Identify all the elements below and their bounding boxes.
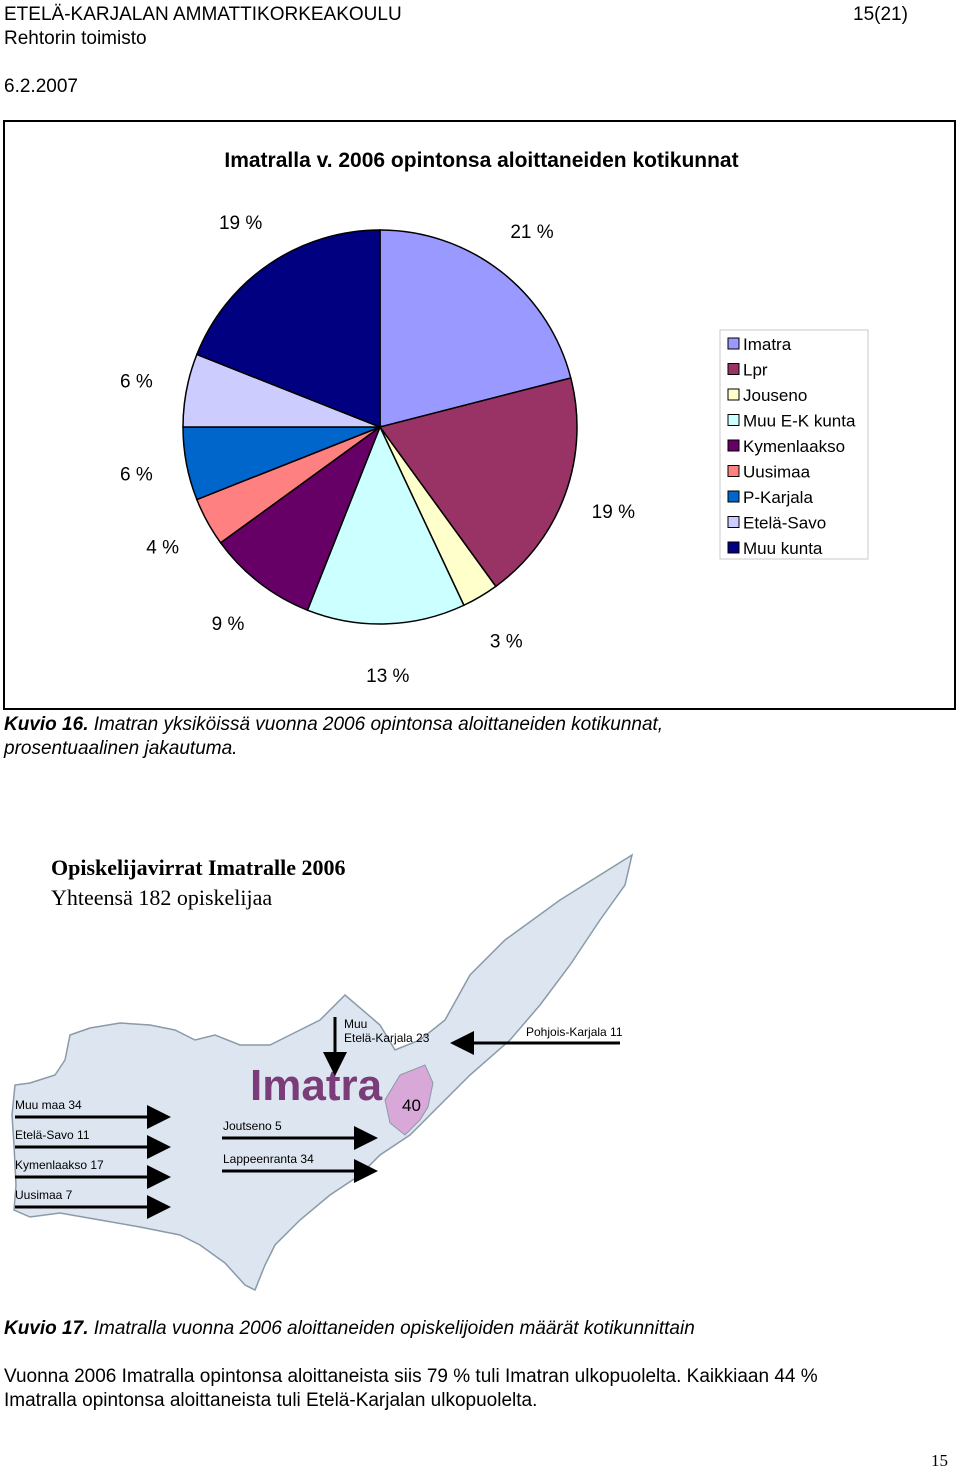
legend-label: Etelä-Savo bbox=[743, 513, 827, 533]
flow-label-lappeenranta: Lappeenranta 34 bbox=[223, 1152, 314, 1166]
legend-swatch bbox=[728, 517, 739, 528]
legend-label: Imatra bbox=[743, 335, 792, 354]
map-subtitle: Yhteensä 182 opiskelijaa bbox=[51, 885, 273, 910]
city-count: 40 bbox=[402, 1096, 421, 1115]
legend-swatch bbox=[728, 338, 739, 349]
legend-swatch bbox=[728, 491, 739, 502]
pie-data-label: 6 % bbox=[120, 464, 153, 486]
legend-label: Uusimaa bbox=[743, 462, 811, 482]
pie-chart bbox=[5, 122, 954, 708]
figure-17-text: Imatralla vuonna 2006 aloittaneiden opiskelijoiden määrät kotikunnittain bbox=[88, 1318, 695, 1339]
legend-label: Muu kunta bbox=[743, 539, 823, 558]
flow-label-pohjois-karjala: Pohjois-Karjala 11 bbox=[526, 1025, 623, 1039]
figure-16-caption bbox=[4, 714, 663, 736]
flow-label-kymenlaakso: Kymenlaakso 17 bbox=[15, 1158, 104, 1172]
page-number: 15 bbox=[931, 1451, 948, 1470]
pie-data-label: 19 % bbox=[218, 212, 263, 234]
figure-16-text-line2: prosentuaalinen jakautuma. bbox=[4, 738, 238, 759]
legend-swatch bbox=[728, 440, 739, 451]
flow-label-joutseno: Joutseno 5 bbox=[223, 1119, 282, 1133]
flow-label-muu-maa: Muu maa 34 bbox=[15, 1098, 82, 1112]
legend-swatch bbox=[728, 466, 739, 477]
legend-label: Kymenlaakso bbox=[743, 437, 846, 456]
pie-data-label: 19 % bbox=[591, 502, 635, 524]
legend-swatch bbox=[728, 364, 739, 375]
figure-16-text: Imatran yksiköissä vuonna 2006 opintonsa aloittaneiden kotikunnat, bbox=[88, 714, 664, 735]
flow-label-muu-ek: Etelä-Karjala 23 bbox=[344, 1031, 430, 1045]
flow-label-muu: Muu bbox=[344, 1017, 368, 1031]
city-name-imatra: Imatra bbox=[250, 1061, 383, 1110]
pie-data-label: 21 % bbox=[510, 222, 554, 244]
chart-title: Imatralla v. 2006 opintonsa aloittaneiden kotikunnat bbox=[224, 149, 739, 172]
pie-chart-frame bbox=[3, 120, 956, 710]
legend-label: P-Karjala bbox=[743, 488, 813, 507]
flow-label-uusimaa: Uusimaa 7 bbox=[15, 1188, 73, 1202]
figure-17-label: Kuvio 17. bbox=[4, 1318, 89, 1339]
institution-name: ETELÄ-KARJALAN AMMATTIKORKEAKOULU bbox=[4, 4, 402, 25]
legend-label: Lpr bbox=[743, 360, 768, 380]
pie-data-label: 9 % bbox=[211, 613, 245, 635]
legend-swatch bbox=[728, 415, 739, 426]
paragraph-line-1: Vuonna 2006 Imatralla opintonsa aloittaneista siis 79 % tuli Imatran ulkopuolelta. Kaikkiaan 44 % bbox=[4, 1366, 818, 1387]
legend-label: Jouseno bbox=[743, 386, 808, 405]
pie-data-label: 6 % bbox=[120, 371, 153, 393]
legend-label: Muu E-K kunta bbox=[743, 411, 856, 431]
page-reference: 15(21) bbox=[853, 4, 908, 25]
student-flow-map bbox=[0, 845, 960, 1305]
figure-17-caption bbox=[4, 1318, 695, 1340]
pie-data-label: 3 % bbox=[489, 631, 523, 653]
paragraph-line-2: Imatralla opintonsa aloittaneista tuli Etelä-Karjalan ulkopuolelta. bbox=[4, 1390, 538, 1411]
pie-data-label: 13 % bbox=[366, 665, 410, 687]
figure-16-label: Kuvio 16. bbox=[4, 714, 89, 735]
legend-swatch bbox=[728, 389, 739, 400]
pie-data-label: 4 % bbox=[146, 537, 180, 559]
office-name: Rehtorin toimisto bbox=[4, 28, 147, 49]
flow-label-etela-savo: Etelä-Savo 11 bbox=[15, 1128, 90, 1142]
legend-swatch bbox=[728, 542, 739, 553]
document-date: 6.2.2007 bbox=[4, 76, 78, 97]
map-title: Opiskelijavirrat Imatralle 2006 bbox=[51, 855, 346, 880]
